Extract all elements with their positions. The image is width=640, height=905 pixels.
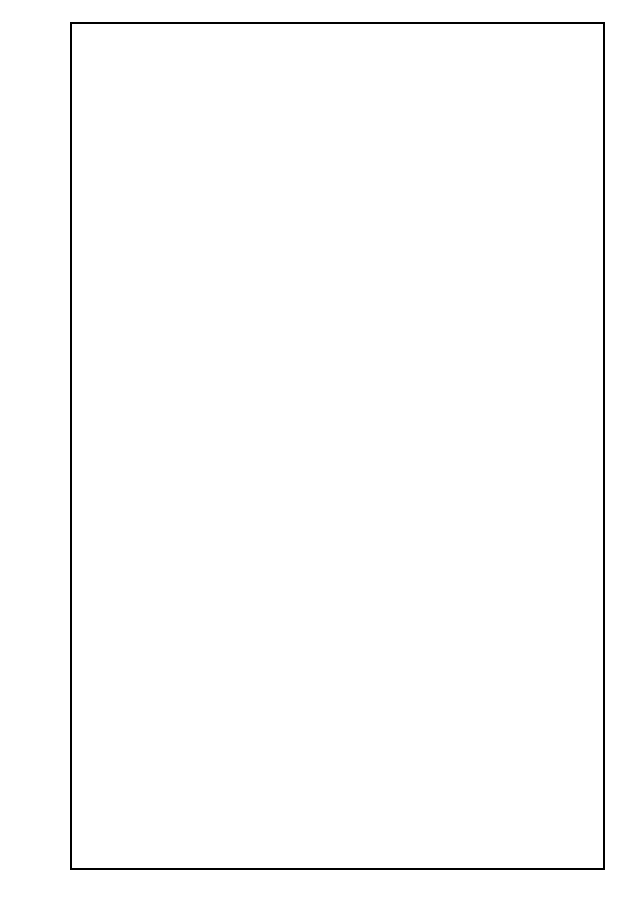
register-table bbox=[71, 23, 604, 869]
document-page bbox=[70, 22, 605, 870]
table-row bbox=[72, 24, 604, 869]
table-cell bbox=[72, 24, 604, 869]
